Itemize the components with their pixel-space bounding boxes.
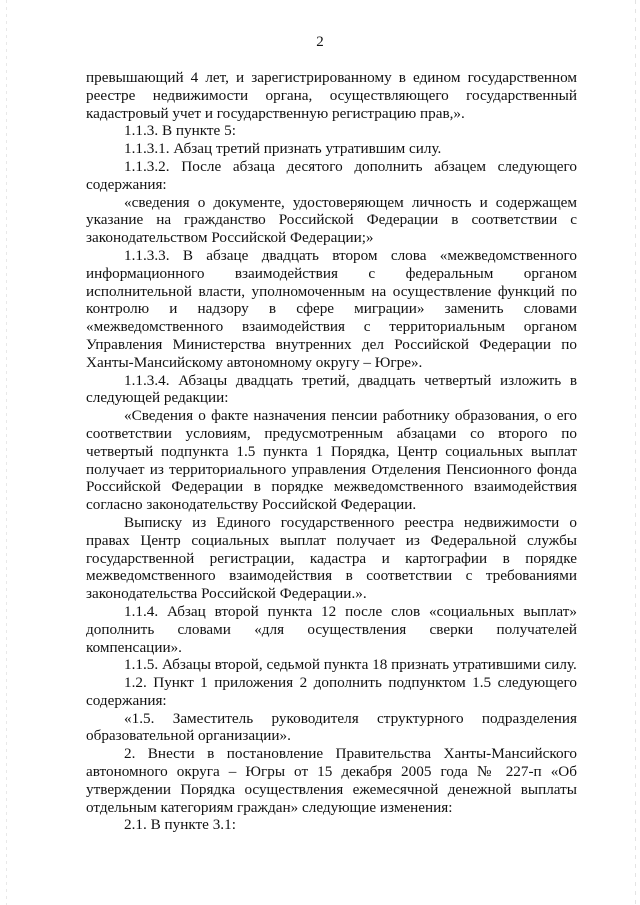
paragraph: 2. Внести в постановление Правительства Ханты-Мансийского автономного округа – Югры от 15 декабря 2005 года № 227-п «Об утверждении Порядка осуществления ежемесячной денежной выплаты отдельным категориям граждан» следующие изменения:: [86, 745, 577, 816]
paragraph: 1.1.3.4. Абзацы двадцать третий, двадцать четвертый изложить в следующей редакции:: [86, 371, 577, 407]
paragraph: 1.1.4. Абзац второй пункта 12 после слов «социальных выплат» дополнить словами «для осуществления сверки получателей компенсации».: [86, 602, 577, 656]
paragraph: 1.1.5. Абзацы второй, седьмой пункта 18 признать утратившими силу.: [124, 656, 577, 674]
paragraph: Выписку из Единого государственного реестра недвижимости о правах Центр социальных выплат получает из Федеральной службы государственной регистрации, кадастра и картографии в порядке межведомственного взаимодействия в соответствии с требованиями законодательства Российской Федерации.».: [86, 513, 577, 603]
paragraph: «1.5. Заместитель руководителя структурного подразделения образовательной организации».: [86, 709, 577, 745]
scan-edge-right: [635, 0, 636, 905]
document-body: [86, 69, 577, 834]
paragraph: 1.1.3. В пункте 5:: [124, 122, 236, 140]
scan-edge-left: [6, 0, 7, 905]
paragraph: 1.2. Пункт 1 приложения 2 дополнить подпунктом 1.5 следующего содержания:: [86, 674, 577, 709]
paragraph: 2.1. В пункте 3.1:: [124, 816, 236, 834]
paragraph: 1.1.3.1. Абзац третий признать утратившим силу.: [124, 140, 442, 158]
paragraph: превышающий 4 лет, и зарегистрированному в едином государственном реестре недвижимости органа, осуществляющего государственный кадастровый учет и государственную регистрацию прав,».: [86, 69, 577, 122]
paragraph: 1.1.3.2. После абзаца десятого дополнить абзацем следующего содержания:: [86, 157, 577, 193]
paragraph: «сведения о документе, удостоверяющем личность и содержащем указание на гражданство Российской Федерации в соответствии с законодательством Российской Федерации;»: [86, 193, 577, 247]
paragraph: 1.1.3.3. В абзаце двадцать втором слова «межведомственного информационного взаимодействия с федеральным органом исполнительной власти, уполномоченным на осуществление функций по контролю и надзору в сфере миграции» заменить словами «межведомственного взаимодействия с территориальным органом Управления Министерства внутренних дел Российской Федерации по Ханты-Мансийскому автономному округу – Югре».: [86, 246, 577, 371]
page-number: 2: [316, 34, 324, 50]
paragraph: «Сведения о факте назначения пенсии работнику образования, о его соответствии условиям, предусмотренным абзацами со второго по четвертый подпункта 1.5 пункта 1 Порядка, Центр социальных выплат получает из территориального управления Отделения Пенсионного фонда Российской Федерации в порядке межведомственного взаимодействия согласно законодательству Российской Федерации.: [86, 407, 577, 514]
